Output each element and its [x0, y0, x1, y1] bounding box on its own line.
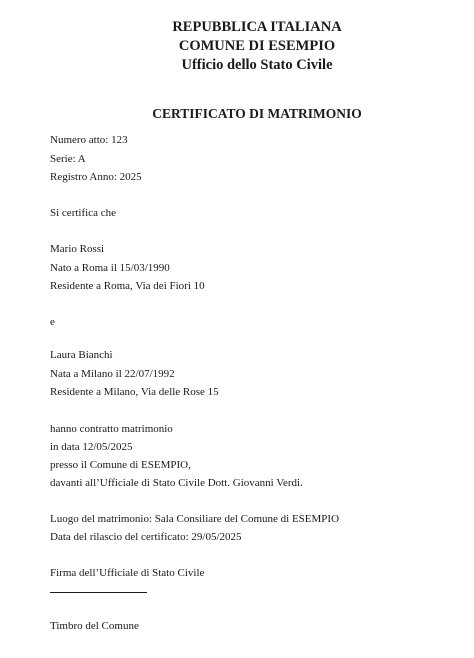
act-number: Numero atto: 123	[50, 134, 128, 146]
registry-year: Registro Anno: 2025	[50, 171, 142, 183]
spouse1-birth: Nato a Roma il 15/03/1990	[50, 262, 170, 274]
issue-date: Data del rilascio del certificato: 29/05/2025	[50, 531, 242, 543]
document-header	[0, 18, 474, 75]
spouse1-name: Mario Rossi	[50, 243, 105, 255]
series: Serie: A	[50, 153, 86, 165]
marriage-municipality: presso il Comune di ESEMPIO,	[50, 459, 191, 471]
spouse1-residence: Residente a Roma, Via dei Fiori 10	[50, 280, 205, 292]
header-municipality: COMUNE DI ESEMPIO	[178, 38, 336, 54]
header-office: Ufficio dello Stato Civile	[181, 57, 333, 73]
conjunction: e	[50, 316, 55, 328]
spouse2-name: Laura Bianchi	[50, 349, 113, 361]
stamp-label: Timbro del Comune	[50, 620, 139, 632]
document-title: CERTIFICATO DI MATRIMONIO	[152, 106, 362, 121]
spouse2-birth: Nata a Milano il 22/07/1992	[50, 368, 175, 380]
header-republic: REPUBBLICA ITALIANA	[172, 19, 342, 35]
marriage-officiant: davanti all’Ufficiale di Stato Civile Dott. Giovanni Verdi.	[50, 477, 303, 489]
intro-text: Si certifica che	[50, 207, 116, 219]
signature-label: Firma dell’Ufficiale di Stato Civile	[50, 567, 205, 579]
marriage-statement: hanno contratto matrimonio	[50, 423, 173, 435]
marriage-place: Luogo del matrimonio: Sala Consiliare del Comune di ESEMPIO	[50, 513, 340, 525]
signature-line	[50, 592, 147, 593]
spouse2-residence: Residente a Milano, Via delle Rose 15	[50, 386, 219, 398]
marriage-date: in data 12/05/2025	[50, 441, 133, 453]
